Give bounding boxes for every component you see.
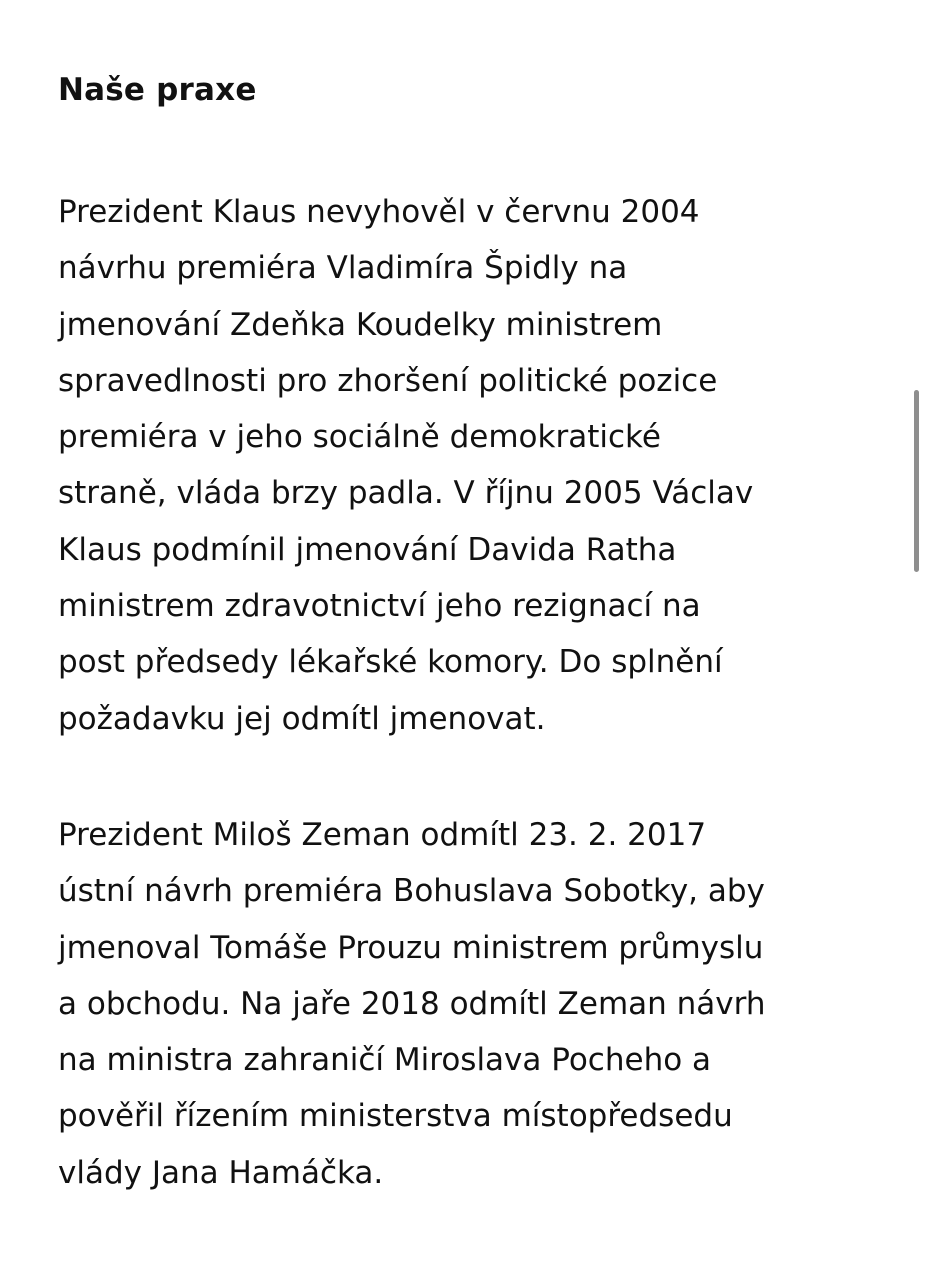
paragraph-line: jmenování Zdeňka Koudelky ministrem	[58, 306, 663, 343]
paragraph-line: Prezident Miloš Zeman odmítl 23. 2. 2017	[58, 816, 707, 853]
paragraph-2	[58, 807, 878, 1201]
paragraph-line: návrhu premiéra Vladimíra Špidly na	[58, 250, 628, 287]
section-heading: Naše praxe	[58, 72, 257, 108]
vertical-scrollbar[interactable]	[914, 390, 919, 572]
paragraph-line: post předsedy lékařské komory. Do splnění	[58, 644, 723, 681]
paragraph-line: a obchodu. Na jaře 2018 odmítl Zeman návrh	[58, 985, 766, 1022]
paragraph-line: pověřil řízením ministerstva místopředsedu	[58, 1098, 733, 1135]
paragraph-line: ústní návrh premiéra Bohuslava Sobotky, aby	[58, 873, 765, 910]
paragraph-line: požadavku jej odmítl jmenovat.	[58, 700, 546, 737]
paragraph-line: Klaus podmínil jmenování Davida Ratha	[58, 531, 677, 568]
paragraph-line: straně, vláda brzy padla. V říjnu 2005 Václav	[58, 475, 754, 512]
paragraph-1	[58, 184, 878, 747]
paragraph-line: na ministra zahraničí Miroslava Pocheho a	[58, 1042, 712, 1079]
article-content	[58, 62, 878, 1261]
paragraph-line: jmenoval Tomáše Prouzu ministrem průmyslu	[58, 929, 764, 966]
paragraph-line: spravedlnosti pro zhoršení politické pozice	[58, 362, 718, 399]
paragraph-line: premiéra v jeho sociálně demokratické	[58, 419, 661, 456]
paragraph-line: Prezident Klaus nevyhověl v červnu 2004	[58, 194, 700, 230]
paragraph-line: vlády Jana Hamáčka.	[58, 1154, 384, 1191]
paragraph-line: ministrem zdravotnictví jeho rezignací na	[58, 588, 701, 625]
